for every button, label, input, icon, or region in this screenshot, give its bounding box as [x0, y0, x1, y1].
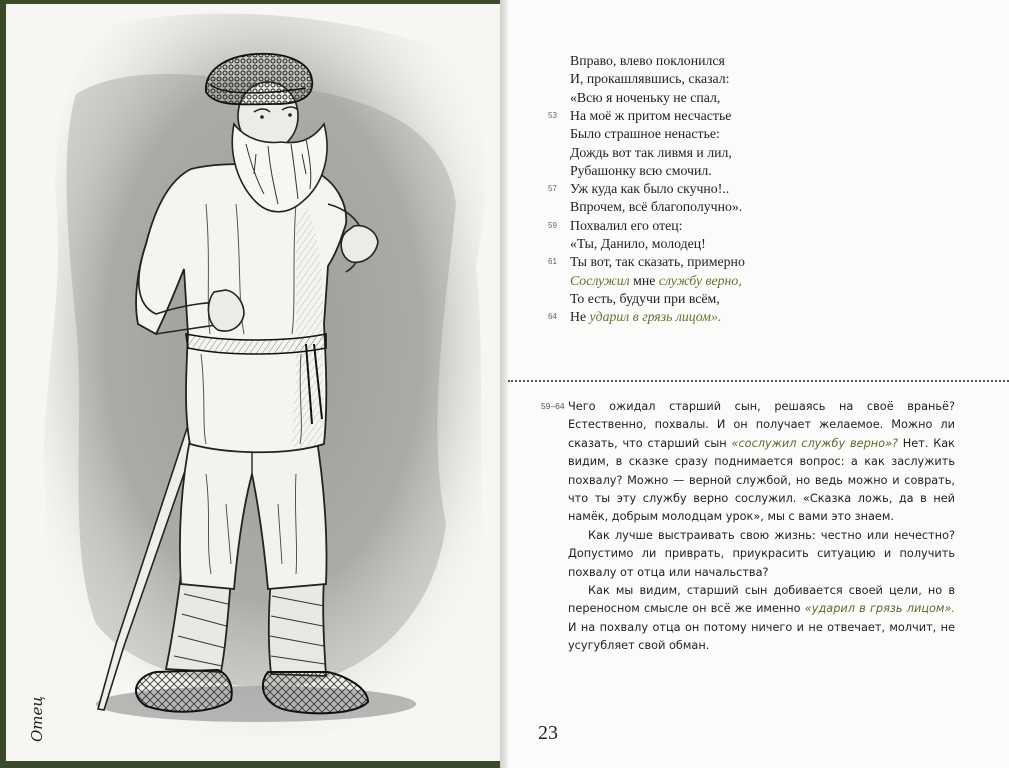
verse-text: Ты вот, так сказать, примерно [570, 254, 745, 270]
commentary-text-run: Как мы видим, старший сын добивается своей цели, но в переносном смысле он всё же именно [568, 584, 955, 616]
verse-line [570, 180, 729, 198]
commentary-paragraph [568, 398, 955, 527]
verse-line [570, 162, 712, 180]
old-man-illustration [6, 4, 502, 761]
verse-line-number: 57 [548, 184, 557, 194]
commentary-paragraph [568, 582, 955, 656]
verse-emphasis: службу верно, [658, 272, 742, 288]
commentary-text-run: Чего ожидал старший сын, решаясь на своё враньё? Естественно, похвалы. И он получает желаемое. Можно ли сказать, что старший сын [568, 400, 955, 450]
left-page [6, 4, 502, 761]
commentary-text-run: Как лучше выстраивать свою жизнь: честно или нечестно? Допустимо ли приврать, приукрасить ситуацию и получить похвалу от отца или начальства? [568, 528, 955, 579]
illustration-caption: Отец [28, 696, 46, 742]
verse-text: Впрочем, всё благополучно». [570, 199, 743, 215]
verse-text: «Ты, Данило, молодец! [570, 236, 706, 251]
verse-line [570, 144, 732, 162]
verse-line [570, 235, 706, 253]
verse-text: То есть, будучи при всём, [570, 290, 720, 306]
verse-text: Было страшное ненастье: [570, 126, 720, 142]
verse-text: Уж куда как было скучно!.. [570, 181, 730, 197]
verse-line-number: 53 [548, 110, 557, 120]
commentary-paragraph [568, 527, 955, 582]
commentary-line-reference: 59–64 [541, 401, 565, 411]
verse-line [570, 125, 720, 143]
verse-line [570, 70, 730, 88]
verse-line-number: 59 [548, 220, 557, 230]
verse-line [570, 89, 720, 107]
verse-text: «Всю я ноченьку не спал, [570, 89, 721, 105]
verse-line [570, 198, 742, 216]
verse-text: Дождь вот так ливмя и лил, [570, 144, 732, 160]
commentary-quote: «ударил в грязь лицом». [804, 602, 956, 616]
page-number: 23 [538, 722, 558, 744]
verse-emphasis: ударил в грязь лицом». [589, 309, 722, 325]
commentary-quote: «сослужил службу верно»? [731, 436, 899, 450]
verse-emphasis: Сослужил [570, 272, 630, 288]
verse-line-number: 61 [548, 257, 557, 267]
commentary-text [568, 398, 955, 656]
verse-text: И, прокашлявшись, сказал: [570, 71, 730, 87]
commentary-text-run: И на похвалу отца он потому ничего и не отвечает, молчит, не усугубляет свой обман. [568, 620, 955, 653]
verse-text: мне [629, 272, 659, 288]
commentary-text-run: Нет. Как видим, в сказке сразу поднимается вопрос: а как заслужить похвалу? Можно — верной службой, но ведь можно и соврать, что ты эту службу верно сослужил. «Сказка ложь, да в ней намёк, добрым молодцам урок», мы с вами это знаем. [568, 436, 955, 524]
verse-line [570, 308, 721, 326]
verse-line [570, 253, 745, 271]
verse-line [570, 52, 725, 70]
verse-line-number: 64 [548, 312, 557, 322]
right-page [508, 0, 1009, 768]
section-divider [508, 380, 1009, 382]
verse-line [570, 272, 742, 290]
verse-text: Вправо, влево поклонился [570, 53, 725, 68]
verse-line [570, 217, 682, 235]
verse-line [570, 290, 720, 308]
verse-text: На моё ж притом несчастье [570, 107, 732, 123]
verse-text: Не [570, 309, 590, 325]
verse-line [570, 107, 731, 125]
verse-text: Рубашонку всю смочил. [570, 162, 712, 178]
verse-text: Похвалил его отец: [570, 217, 683, 233]
